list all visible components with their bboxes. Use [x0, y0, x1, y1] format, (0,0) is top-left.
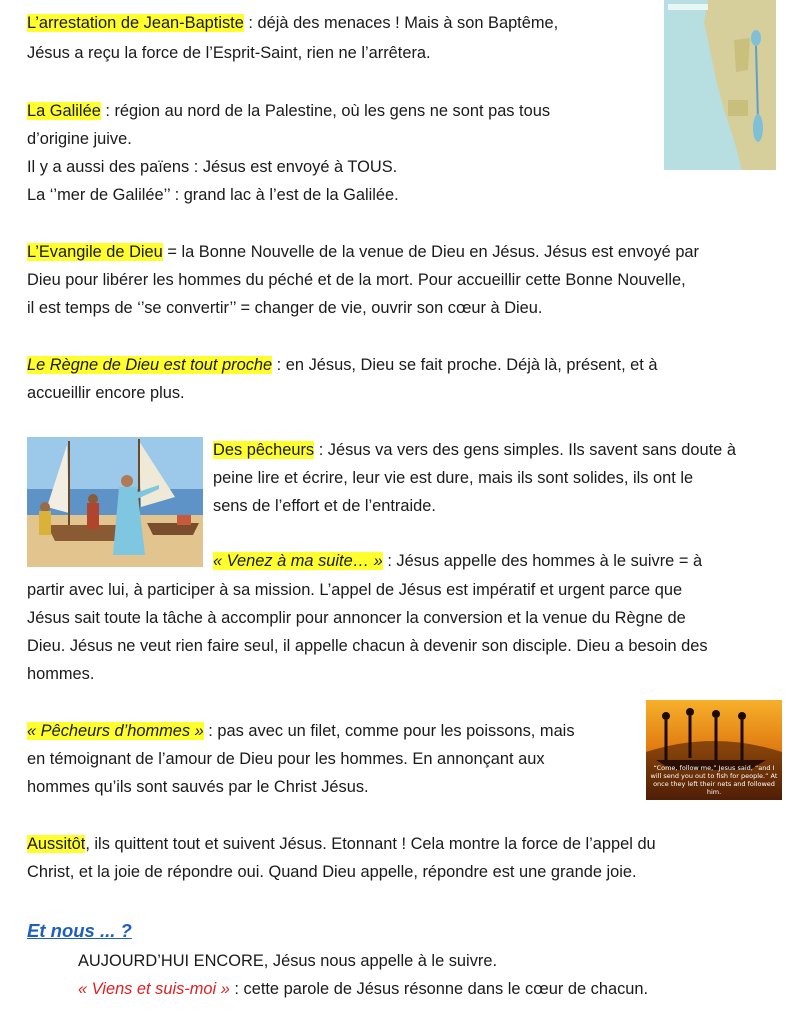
closing-quote: « Viens et suis-moi »	[78, 980, 230, 998]
p3-line2: Dieu pour libérer les hommes du péché et de la mort. Pour accueillir cette Bonne Nouvelle,	[27, 271, 686, 289]
p3-text: = la Bonne Nouvelle de la venue de Dieu en Jésus. Jésus est envoyé par	[162, 243, 700, 261]
p6-line4: Dieu. Jésus ne veut rien faire seul, il appelle chacun à devenir son disciple. Dieu a besoin des	[27, 637, 708, 655]
p5-line2: peine lire et écrire, leur vie est dure, mais ils sont solides, ils ont le	[213, 469, 694, 487]
p4-highlight: Le Règne de Dieu est tout proche	[27, 356, 273, 374]
closing-heading: Et nous ... ?	[27, 920, 132, 941]
p7-line2: en témoignant de l’amour de Dieu pour les hommes. En annonçant aux	[27, 750, 545, 768]
p6-line1	[213, 548, 702, 574]
p4-line2: accueillir encore plus.	[27, 384, 185, 402]
closing-text: : cette parole de Jésus résonne dans le cœur de chacun.	[229, 980, 649, 998]
p6-line2: partir avec lui, à participer à sa mission. L’appel de Jésus est impératif et urgent parce que	[27, 581, 683, 599]
p6-line3: Jésus sait toute la tâche à accomplir pour annoncer la conversion et la venue du Règne de	[27, 609, 686, 627]
p6-text: : Jésus appelle des hommes à le suivre = à	[382, 552, 703, 570]
p5-highlight: Des pêcheurs	[213, 441, 315, 459]
fishermen-sunset-image	[646, 700, 782, 800]
p7-highlight: « Pêcheurs d’hommes »	[27, 722, 204, 740]
sunset-caption: “Come, follow me,” Jesus said, “and I will send you out to fish for people.” At once they left their nets and followed him.	[650, 764, 778, 796]
p2-highlight: La Galilée	[27, 102, 101, 120]
p3-line3: il est temps de ‘’se convertir’’ = changer de vie, ouvrir son cœur à Dieu.	[27, 299, 543, 317]
p1-line2: Jésus a reçu la force de l’Esprit-Saint, rien ne l’arrêtera.	[27, 44, 431, 62]
p8-line2: Christ, et la joie de répondre oui. Quand Dieu appelle, répondre est une grande joie.	[27, 863, 637, 881]
p7-line1	[27, 718, 575, 744]
p3-highlight: L’Evangile de Dieu	[27, 243, 163, 261]
p8-highlight: Aussitôt	[27, 835, 86, 853]
closing-line1: AUJOURD’HUI ENCORE, Jésus nous appelle à le suivre.	[78, 952, 498, 970]
p6-line5: hommes.	[27, 665, 95, 683]
p4-line1	[27, 352, 658, 378]
p6-highlight: « Venez à ma suite… »	[213, 552, 383, 570]
p8-line1	[27, 831, 656, 857]
p5-line3: sens de l’effort et de l’entraide.	[213, 497, 436, 515]
palestine-map	[664, 0, 776, 170]
fishermen-illustration	[27, 437, 203, 567]
p7-text: : pas avec un filet, comme pour les poissons, mais	[203, 722, 575, 740]
p2-line3: Il y a aussi des païens : Jésus est envoyé à TOUS.	[27, 158, 398, 176]
p7-line3: hommes qu’ils sont sauvés par le Christ Jésus.	[27, 778, 369, 796]
p2-line2: d’origine juive.	[27, 130, 132, 148]
closing-line2	[78, 976, 648, 1002]
p1-highlight: L’arrestation de Jean-Baptiste	[27, 14, 244, 32]
p4-text: : en Jésus, Dieu se fait proche. Déjà là, présent, et à	[272, 356, 658, 374]
p1-text: : déjà des menaces ! Mais à son Baptême,	[243, 14, 559, 32]
p2-line1	[27, 98, 550, 124]
p2-line4: La ‘’mer de Galilée’’ : grand lac à l’est de la Galilée.	[27, 186, 399, 204]
p1-line1	[27, 10, 558, 36]
p2-text: : région au nord de la Palestine, où les gens ne sont pas tous	[100, 102, 551, 120]
p5-line1	[213, 437, 736, 463]
p3-line1	[27, 239, 699, 265]
p5-text: : Jésus va vers des gens simples. Ils savent sans doute à	[314, 441, 736, 459]
p8-text: , ils quittent tout et suivent Jésus. Etonnant ! Cela montre la force de l’appel du	[85, 835, 656, 853]
